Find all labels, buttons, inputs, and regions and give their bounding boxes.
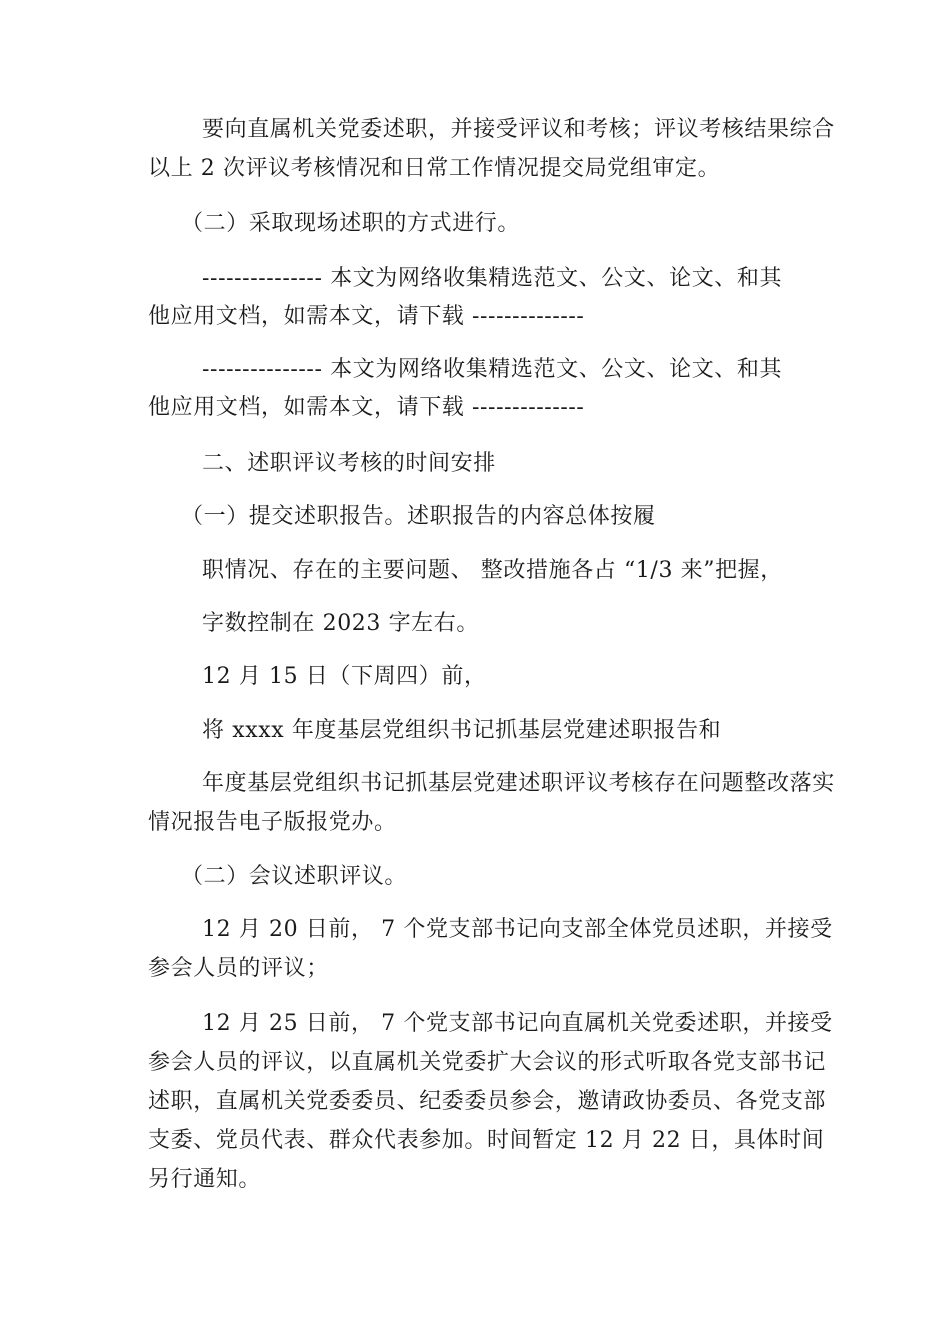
text-line: 参会人员的评议； bbox=[148, 956, 329, 981]
section-heading: 二、述职评议考核的时间安排 bbox=[202, 451, 496, 476]
text-line: 以上 2 次评议考核情况和日常工作情况提交局党组审定。 bbox=[148, 156, 721, 181]
text-line: （二）采取现场述职的方式进行。 bbox=[181, 211, 521, 236]
text-line: 他应用文档，如需本文，请下载 -------------- bbox=[148, 395, 585, 420]
text-line: 年度基层党组织书记抓基层党建述职评议考核存在问题整改落实 bbox=[202, 771, 835, 796]
text-line: 要向直属机关党委述职，并接受评议和考核；评议考核结果综合 bbox=[202, 117, 835, 142]
text-line: --------------- 本文为网络收集精选范文、公文、论文、和其 bbox=[202, 266, 783, 291]
text-line: （一）提交述职报告。述职报告的内容总体按履 bbox=[181, 504, 656, 529]
text-line: 12 月 15 日（下周四）前， bbox=[202, 664, 487, 689]
text-line: --------------- 本文为网络收集精选范文、公文、论文、和其 bbox=[202, 357, 783, 382]
text-line: 职情况、存在的主要问题、 整改措施各占 “1/3 来”把握， bbox=[202, 558, 783, 583]
text-line: 他应用文档，如需本文，请下载 -------------- bbox=[148, 304, 585, 329]
text-line: （二）会议述职评议。 bbox=[181, 864, 408, 889]
text-line: 参会人员的评议，以直属机关党委扩大会议的形式听取各党支部书记 bbox=[148, 1050, 827, 1075]
text-line: 字数控制在 2023 字左右。 bbox=[202, 611, 479, 636]
text-line: 情况报告电子版报党办。 bbox=[148, 810, 397, 835]
text-line: 支委、党员代表、群众代表参加。时间暂定 12 月 22 日，具体时间 bbox=[148, 1128, 825, 1153]
text-line: 另行通知。 bbox=[148, 1167, 262, 1192]
text-line: 述职，直属机关党委委员、纪委委员参会，邀请政协委员、各党支部 bbox=[148, 1089, 827, 1114]
text-line: 12 月 25 日前， 7 个党支部书记向直属机关党委述职，并接受 bbox=[202, 1011, 833, 1036]
text-line: 将 xxxx 年度基层党组织书记抓基层党建述职报告和 bbox=[202, 718, 722, 743]
text-line: 12 月 20 日前， 7 个党支部书记向支部全体党员述职，并接受 bbox=[202, 917, 833, 942]
